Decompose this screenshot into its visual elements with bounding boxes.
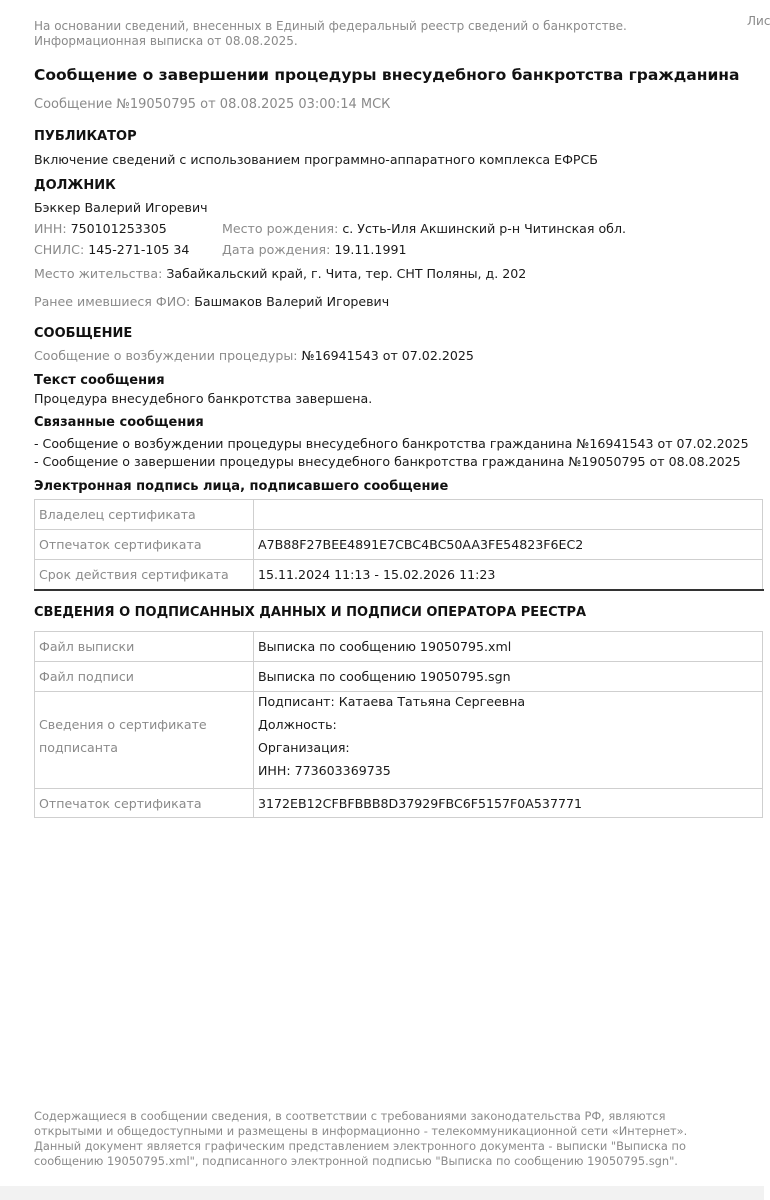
registry-note-line1: На основании сведений, внесенных в Единый федеральный реестр сведений о банкротстве. xyxy=(34,19,627,33)
signature-table xyxy=(34,499,763,590)
page-title: Сообщение о завершении процедуры внесудебного банкротства гражданина xyxy=(34,66,740,84)
publisher-heading: ПУБЛИКАТОР xyxy=(34,129,137,144)
debtor-inn xyxy=(34,221,167,236)
signer-cert-value xyxy=(254,692,763,789)
extract-file-label: Файл выписки xyxy=(35,632,254,662)
signer-organization: Организация: xyxy=(258,740,350,755)
section-divider xyxy=(34,589,764,591)
signer-cert-label xyxy=(35,692,254,789)
birthdate-label: Дата рождения: xyxy=(222,242,331,257)
message-text: Процедура внесудебного банкротства завершена. xyxy=(34,391,373,406)
snils-value: 145-271-105 34 xyxy=(88,242,190,257)
message-number: Сообщение №19050795 от 08.08.2025 03:00:14 МСК xyxy=(34,97,391,112)
extract-file-value: Выписка по сообщению 19050795.xml xyxy=(254,632,763,662)
signature-heading: Электронная подпись лица, подписавшего сообщение xyxy=(34,479,449,494)
signer-cert-label-line1: Сведения о сертификате xyxy=(39,717,207,732)
signer-name: Подписант: Катаева Татьяна Сергеевна xyxy=(258,694,526,709)
former-name-label: Ранее имевшиеся ФИО: xyxy=(34,294,191,309)
table-row xyxy=(35,789,763,818)
operator-table xyxy=(34,631,763,818)
birthdate-value: 19.11.1991 xyxy=(334,242,407,257)
related-message-1: - Сообщение о возбуждении процедуры внесудебного банкротства гражданина №16941543 от 07.02.2025 xyxy=(34,436,749,451)
initiation-label: Сообщение о возбуждении процедуры: xyxy=(34,348,298,363)
related-heading: Связанные сообщения xyxy=(34,415,204,430)
birthplace-value: с. Усть-Иля Акшинский р-н Читинская обл. xyxy=(342,221,626,236)
residence-value: Забайкальский край, г. Чита, тер. СНТ Поляны, д. 202 xyxy=(166,266,527,281)
cert-validity-value: 15.11.2024 11:13 - 15.02.2026 11:23 xyxy=(254,560,763,590)
initiation-message xyxy=(34,348,474,363)
debtor-birthplace xyxy=(222,221,626,236)
former-name-value: Башмаков Валерий Игоревич xyxy=(194,294,390,309)
debtor-residence xyxy=(34,266,526,281)
table-row xyxy=(35,500,763,530)
publisher-text: Включение сведений с использованием программно-аппаратного комплекса ЕФРСБ xyxy=(34,152,598,167)
inn-value: 750101253305 xyxy=(70,221,167,236)
table-row xyxy=(35,632,763,662)
signature-file-label: Файл подписи xyxy=(35,662,254,692)
legal-footer: Содержащиеся в сообщении сведения, в соответствии с требованиями законодательства РФ, являются открытыми и общедоступными и размещены в информационно - телекоммуникационной сети «Интернет». Данный документ является графическим представлением электронного документа - выписки "Выписка по сообщению 19050795.xml", подписанного электронной подписью "Выписка по сообщению 19050795.sgn". xyxy=(34,1109,688,1168)
signer-cert-label-line2: подписанта xyxy=(39,740,118,755)
birthplace-label: Место рождения: xyxy=(222,221,339,236)
debtor-birthdate xyxy=(222,242,406,257)
related-message-2: - Сообщение о завершении процедуры внесудебного банкротства гражданина №19050795 от 08.08.2025 xyxy=(34,454,741,469)
debtor-former-name xyxy=(34,294,389,309)
debtor-heading: ДОЛЖНИК xyxy=(34,178,116,193)
operator-heading: СВЕДЕНИЯ О ПОДПИСАННЫХ ДАННЫХ И ПОДПИСИ ОПЕРАТОРА РЕЕСТРА xyxy=(34,605,587,620)
cert-thumbprint-value: A7B88F27BEE4891E7CBC4BC50AA3FE54823F6EC2 xyxy=(254,530,763,560)
operator-thumbprint-label: Отпечаток сертификата xyxy=(35,789,254,818)
registry-note-line2: Информационная выписка от 08.08.2025. xyxy=(34,34,298,48)
message-text-heading: Текст сообщения xyxy=(34,373,165,388)
side-text: Лис xyxy=(747,14,770,28)
message-heading: СООБЩЕНИЕ xyxy=(34,326,133,341)
table-row xyxy=(35,662,763,692)
cert-owner-label: Владелец сертификата xyxy=(35,500,254,530)
cert-owner-value xyxy=(254,500,763,530)
signature-file-value: Выписка по сообщению 19050795.sgn xyxy=(254,662,763,692)
residence-label: Место жительства: xyxy=(34,266,163,281)
debtor-name: Бэккер Валерий Игоревич xyxy=(34,200,208,215)
operator-thumbprint-value: 3172EB12CFBFBBB8D37929FBC6F5157F0A537771 xyxy=(254,789,763,818)
signer-position: Должность: xyxy=(258,717,337,732)
cert-validity-label: Срок действия сертификата xyxy=(35,560,254,590)
inn-label: ИНН: xyxy=(34,221,67,236)
bottom-bar xyxy=(0,1186,764,1200)
cert-thumbprint-label: Отпечаток сертификата xyxy=(35,530,254,560)
table-row xyxy=(35,692,763,789)
table-row xyxy=(35,530,763,560)
snils-label: СНИЛС: xyxy=(34,242,85,257)
debtor-snils xyxy=(34,242,189,257)
table-row xyxy=(35,560,763,590)
signer-inn: ИНН: 773603369735 xyxy=(258,763,391,778)
initiation-value: №16941543 от 07.02.2025 xyxy=(301,348,474,363)
